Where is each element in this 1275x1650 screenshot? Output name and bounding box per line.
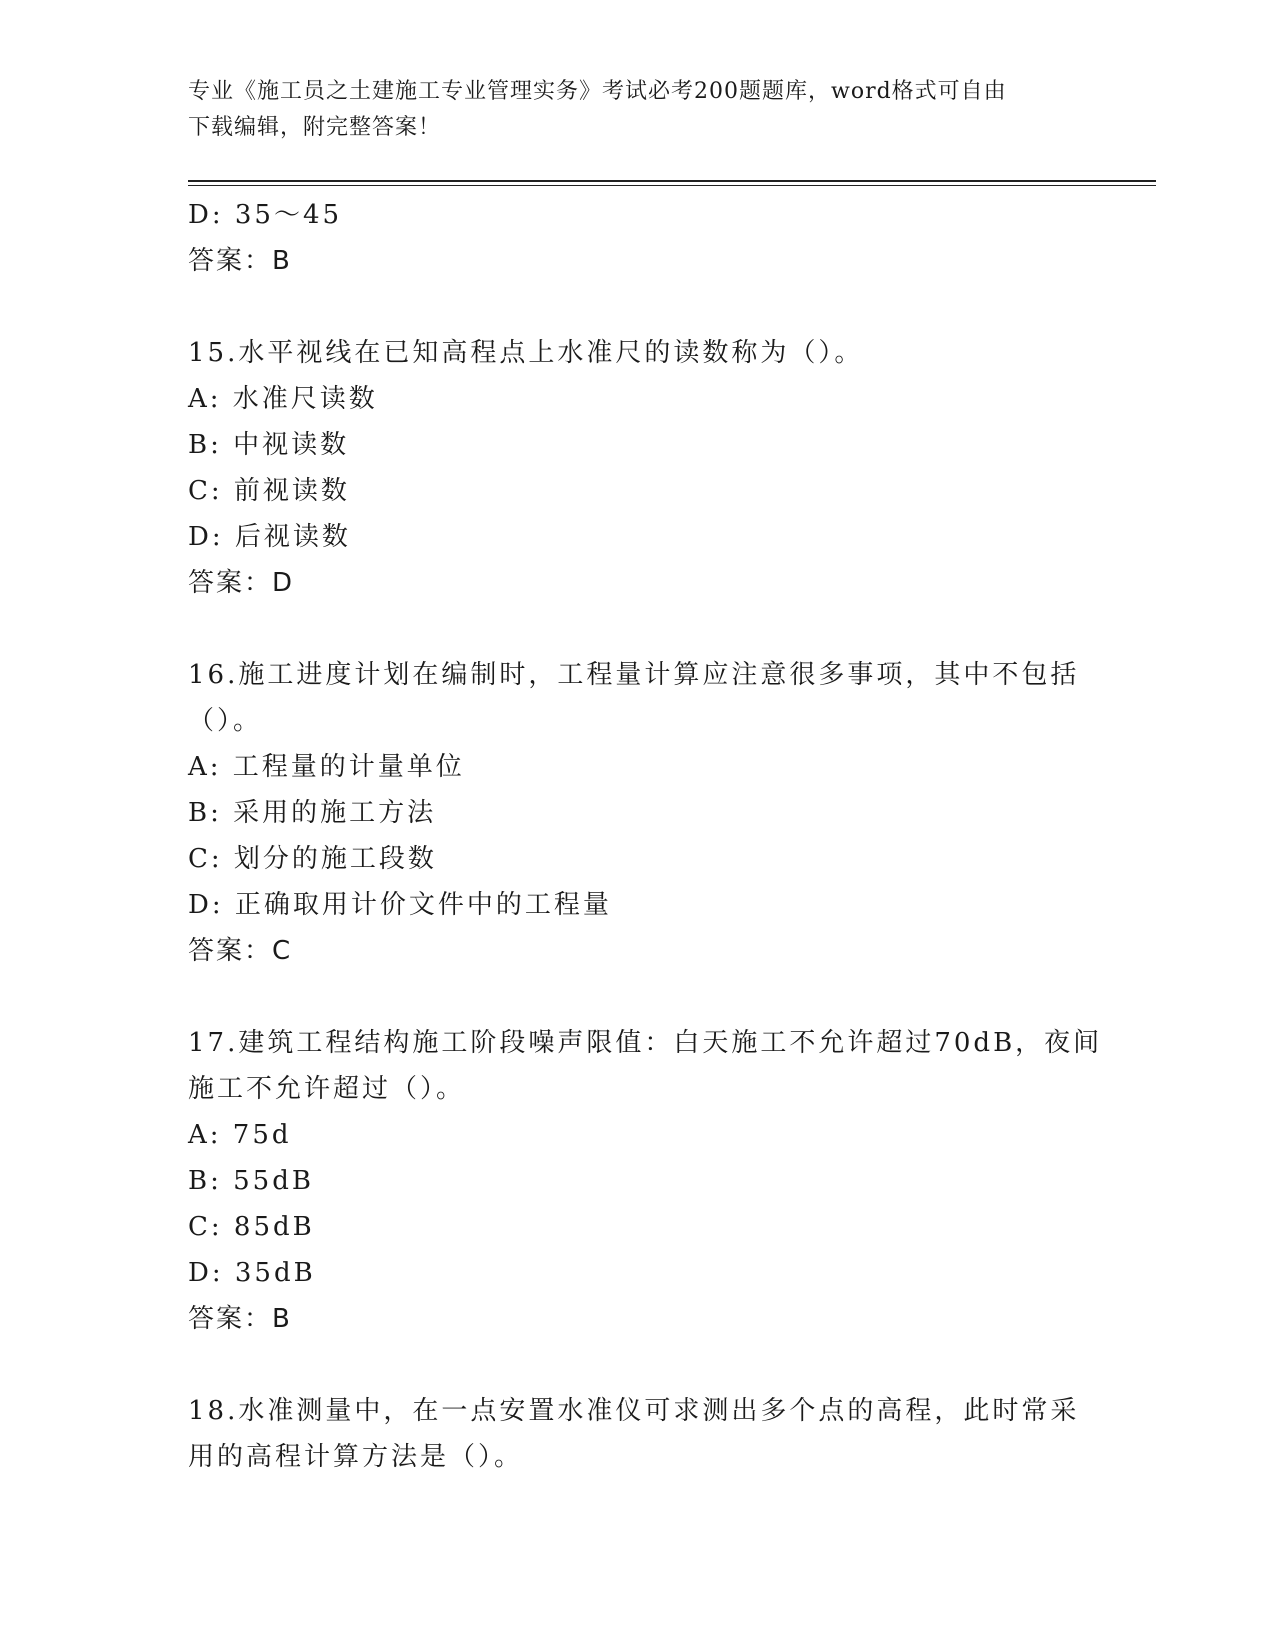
answer-line: 答案：D xyxy=(188,568,295,598)
header-line-1: 专业《施工员之土建施工专业管理实务》考试必考200题题库，word格式可自由 xyxy=(188,79,1007,104)
header-divider-thin xyxy=(188,185,1156,186)
question-text-line-2: 施工不允许超过（）。 xyxy=(188,1074,466,1104)
prev-question-tail xyxy=(188,192,1088,284)
question-text-line-1: 18.水准测量中，在一点安置水准仪可求测出多个点的高程，此时常采 xyxy=(188,1396,1080,1426)
question-18 xyxy=(188,1388,1088,1480)
option-b: B: 采用的施工方法 xyxy=(188,798,437,828)
option-c: C: 85dB xyxy=(188,1212,315,1242)
option-a: A: 水准尺读数 xyxy=(188,384,378,414)
question-15 xyxy=(188,330,1088,606)
option-b: B: 中视读数 xyxy=(188,430,350,460)
option-d: D: 35dB xyxy=(188,1258,316,1288)
option-d: D: 35～45 xyxy=(188,200,343,230)
question-text-line-1: 17.建筑工程结构施工阶段噪声限值：白天施工不允许超过70dB，夜间 xyxy=(188,1028,1103,1058)
question-list xyxy=(188,192,1103,1480)
question-16 xyxy=(188,652,1088,974)
answer-line: 答案：B xyxy=(188,1304,292,1334)
question-text-line-2: （）。 xyxy=(188,706,263,736)
option-c: C: 前视读数 xyxy=(188,476,350,506)
question-text-line-1: 16.施工进度计划在编制时，工程量计算应注意很多事项，其中不包括 xyxy=(188,660,1080,690)
answer-line: 答案：C xyxy=(188,936,293,966)
header-divider-thick xyxy=(188,180,1156,182)
document-header xyxy=(188,74,1068,146)
question-text-line-2: 用的高程计算方法是（）。 xyxy=(188,1442,524,1472)
header-line-2: 下载编辑，附完整答案！ xyxy=(188,115,442,140)
option-c: C: 划分的施工段数 xyxy=(188,844,437,874)
option-a: A: 75d xyxy=(188,1120,292,1150)
option-d: D: 后视读数 xyxy=(188,522,351,552)
option-b: B: 55dB xyxy=(188,1166,314,1196)
question-text: 15.水平视线在已知高程点上水准尺的读数称为（）。 xyxy=(188,338,864,368)
question-17 xyxy=(188,1020,1103,1342)
option-d: D: 正确取用计价文件中的工程量 xyxy=(188,890,612,920)
option-a: A: 工程量的计量单位 xyxy=(188,752,465,782)
answer-line: 答案：B xyxy=(188,246,292,276)
